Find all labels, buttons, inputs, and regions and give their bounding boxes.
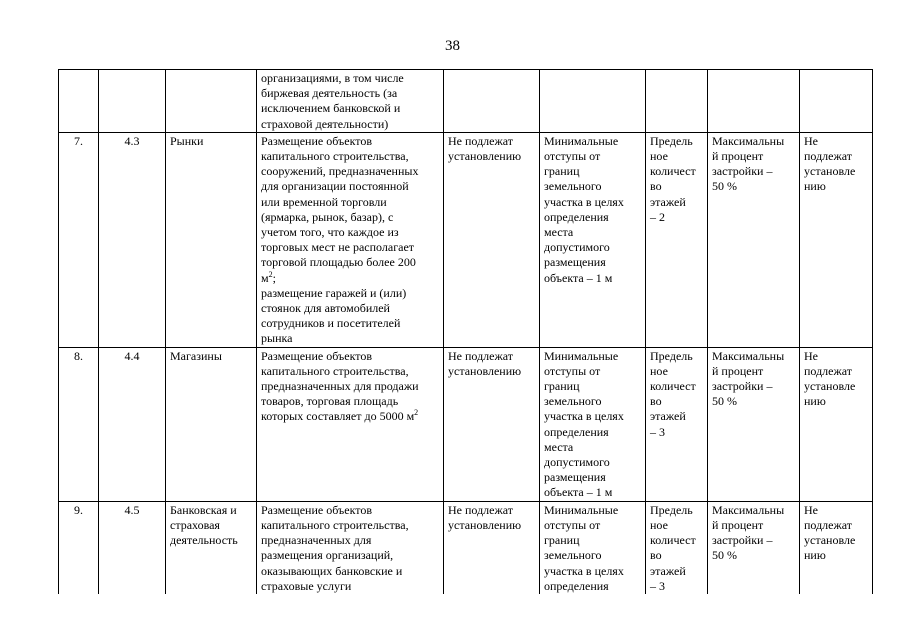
row-number-cell: 7. <box>59 132 99 347</box>
page-number: 38 <box>445 38 460 54</box>
use-name-cell: Рынки <box>166 132 257 347</box>
use-code-cell: 4.5 <box>99 501 166 594</box>
use-code-cell: 4.4 <box>99 347 166 501</box>
min-area-cell <box>444 70 540 133</box>
min-area-cell: Не подлежат установлению <box>444 501 540 594</box>
table-row <box>59 347 873 501</box>
row-number-cell: 8. <box>59 347 99 501</box>
floors-cell: Предель ное количест во этажей – 2 <box>646 132 708 347</box>
row-number-cell <box>59 70 99 133</box>
coverage-cell <box>708 70 800 133</box>
other-params-cell: Не подлежат установле нию <box>800 132 873 347</box>
table-row <box>59 501 873 594</box>
setbacks-cell: Минимальные отступы от границ земельного участка в целях определения <box>540 501 646 594</box>
description-text-tail: ; размещение гаражей и (или) стоянок для автомобилей сотрудников и посетителей рынка <box>261 270 407 346</box>
superscript: 2 <box>414 408 419 418</box>
setbacks-cell <box>540 70 646 133</box>
coverage-cell: Максимальны й процент застройки – 50 % <box>708 501 800 594</box>
use-code-cell: 4.3 <box>99 132 166 347</box>
description-text: Размещение объектов капитального строительства, предназначенных для продажи товаров, торговая площадь которых составляет до 5000 м <box>261 348 419 424</box>
setbacks-cell: Минимальные отступы от границ земельного участка в целях определения места допустимого размещения объекта – 1 м <box>540 132 646 347</box>
use-name-cell: Магазины <box>166 347 257 501</box>
superscript: 2 <box>268 269 273 279</box>
table-row <box>59 132 873 347</box>
other-params-cell <box>800 70 873 133</box>
use-description-cell <box>257 347 444 501</box>
floors-cell: Предель ное количест во этажей – 3 <box>646 501 708 594</box>
floors-cell: Предель ное количест во этажей – 3 <box>646 347 708 501</box>
min-area-cell: Не подлежат установлению <box>444 347 540 501</box>
coverage-cell: Максимальны й процент застройки – 50 % <box>708 132 800 347</box>
description-text: Размещение объектов капитального строительства, сооружений, предназначенных для организации постоянной или временной торговли (ярмарка, рынок, базар), с учетом того, что каждое из торговых мест не располагает торговой площадью более 200 м <box>261 133 419 285</box>
use-description-cell: Размещение объектов капитального строительства, предназначенных для размещения организаций, оказывающих банковские и страховые услуги <box>257 501 444 594</box>
use-description-cell: организациями, в том числе биржевая деятельность (за исключением банковской и страховой деятельности) <box>257 70 444 133</box>
use-name-cell <box>166 70 257 133</box>
coverage-cell: Максимальны й процент застройки – 50 % <box>708 347 800 501</box>
use-description-cell <box>257 132 444 347</box>
land-use-regulations-table <box>58 69 873 594</box>
min-area-cell: Не подлежат установлению <box>444 132 540 347</box>
row-number-cell: 9. <box>59 501 99 594</box>
floors-cell <box>646 70 708 133</box>
setbacks-cell: Минимальные отступы от границ земельного участка в целях определения места допустимого размещения объекта – 1 м <box>540 347 646 501</box>
other-params-cell: Не подлежат установле нию <box>800 347 873 501</box>
table-row <box>59 70 873 133</box>
use-code-cell <box>99 70 166 133</box>
use-name-cell: Банковская и страховая деятельность <box>166 501 257 594</box>
other-params-cell: Не подлежат установле нию <box>800 501 873 594</box>
